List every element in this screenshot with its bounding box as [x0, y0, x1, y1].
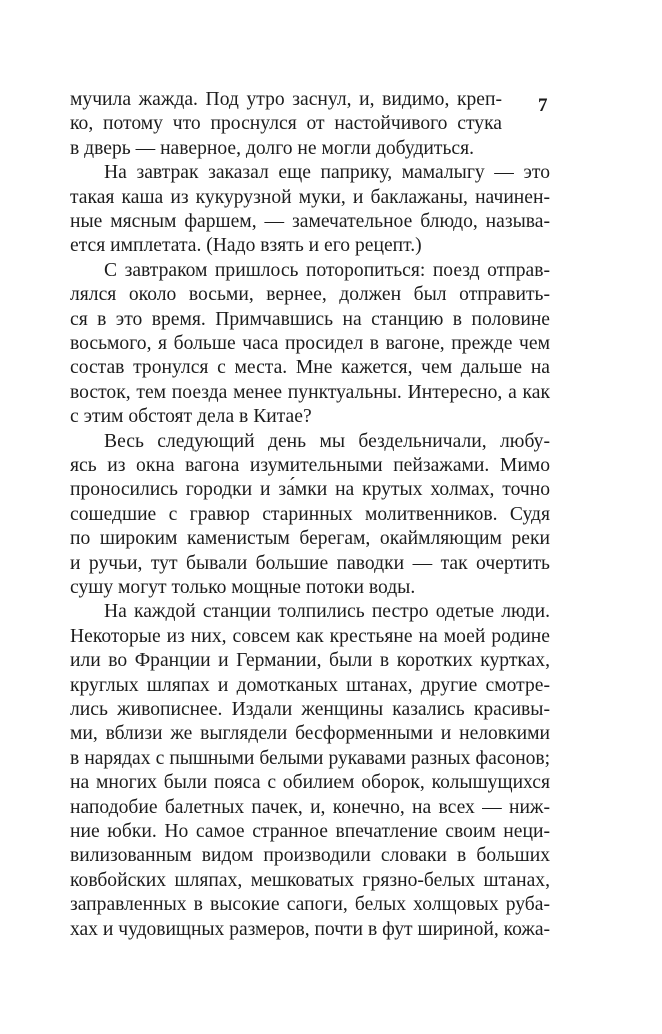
text-line: С завтраком пришлось поторопиться: поезд отправ- [104, 259, 550, 281]
text-line: ется имплетата. (Надо взять и его рецепт.) [70, 235, 422, 257]
text-line: такая каша из кукурузной муки, и баклажаны, начинен- [70, 186, 550, 208]
text-line: хах и чудовищных размеров, почти в фут шириной, кожа- [70, 918, 550, 940]
text-line: сошедшие с гравюр старинных молитвенников. Судя [70, 503, 550, 525]
text-line: Весь следующий день мы бездельничали, любу- [104, 430, 550, 452]
text-line: на многих были пояса с обилием оборок, колышущихся [70, 772, 550, 794]
text-line: и ручьи, тут бывали большие паводки — так очертить [70, 552, 550, 574]
text-line: Некоторые из них, совсем как крестьяне на моей родине [70, 625, 550, 647]
text-line: заправленных в высокие сапоги, белых холщовых руба- [70, 894, 550, 916]
text-line: вилизованным видом производили словаки в больших [70, 845, 550, 867]
text-line: ся в это время. Примчавшись на станцию в половине [70, 308, 550, 330]
text-line: или во Франции и Германии, были в коротких куртках, [70, 650, 550, 672]
text-line: ные мясным фаршем, — замечательное блюдо, называ- [70, 211, 550, 232]
text-line: состав тронулся с места. Мне кажется, чем дальше на [70, 357, 550, 379]
text-line: в дверь — наверное, долго не могли добудиться. [70, 137, 475, 159]
text-line: ковбойских шляпах, мешковатых грязно-белых штанах, [70, 869, 550, 891]
text-line: с этим обстоят дела в Китае? [70, 406, 312, 428]
text-line: по широким каменистым берегам, окаймляющим реки [70, 528, 550, 550]
text-line: лялся около восьми, вернее, должен был отправить- [70, 284, 550, 306]
text-line: ко, потому что проснулся от настойчивого стука [70, 113, 502, 135]
text-line: восток, тем поезда менее пунктуальны. Интересно, а как [70, 381, 550, 403]
text-line: восьмого, я больше часа просидел в вагоне, прежде чем [70, 333, 550, 354]
text-line: круглых шляпах и домотканых штанах, другие смотре- [70, 674, 550, 696]
text-line: На завтрак заказал еще паприку, мамалыгу — это [104, 162, 550, 184]
text-line: ние юбки. Но самое странное впечатление своим неци- [70, 821, 550, 842]
text-line: мучила жажда. Под утро заснул, и, видимо, креп- [70, 89, 502, 110]
text-line: На каждой станции толпились пестро одетые люди. [104, 601, 550, 623]
text-line: ми, вблизи же выглядели бесформенными и неловкими [70, 723, 550, 745]
text-line: лись живописнее. Издали женщины казались красивы- [70, 699, 550, 720]
text-line: проносились городки и за́мки на крутых холмах, точно [70, 479, 550, 501]
text-line: сушу могут только мощные потоки воды. [70, 577, 416, 598]
text-line: в нарядах с пышными белыми рукавами разных фасонов; [70, 747, 550, 769]
text-line: ясь из окна вагона изумительными пейзажами. Мимо [70, 455, 550, 476]
text-line: наподобие балетных пачек, и, конечно, на всех — ниж- [70, 796, 550, 818]
page-number: 7 [538, 95, 548, 116]
